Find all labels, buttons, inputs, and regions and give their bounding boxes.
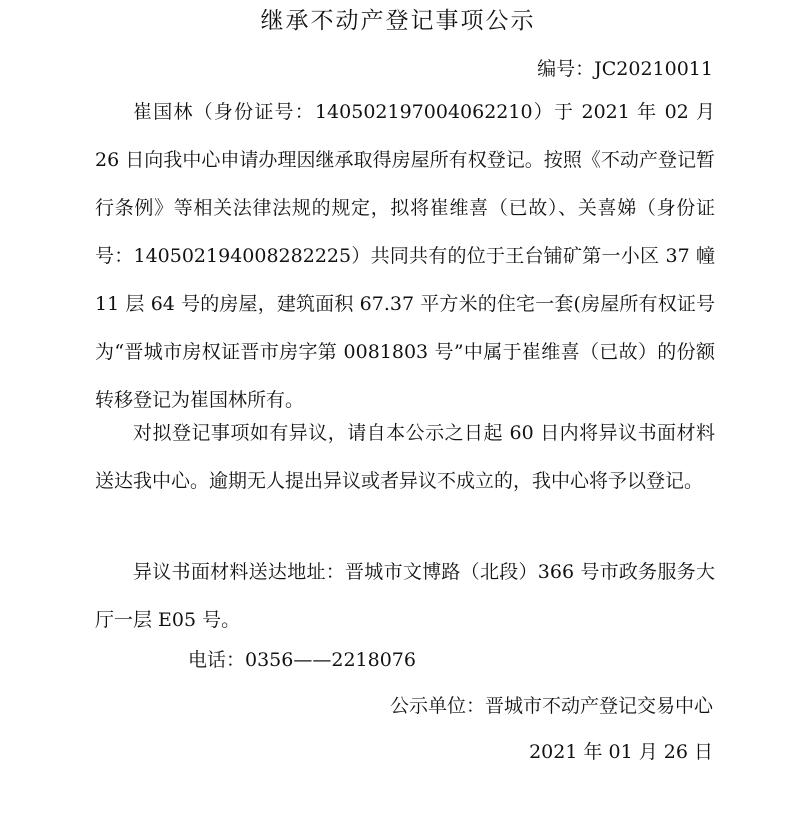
paragraph-objection-address: 异议书面材料送达地址：晋城市文博路（北段）366 号市政务服务大厅一层 E05 号。 (95, 561, 715, 631)
paragraph-application: 崔国林（身份证号：140502197004062210）于 2021 年 02 月 26 日向我中心申请办理因继承取得房屋所有权登记。按照《不动产登记暂行条例》等相关法律法规的规定，拟将崔维喜（已故）、关喜娣（身份证号：140502194008282225）共同共有的位于王台铺矿第一小区 37 幢 11 层 64 号的房屋，建筑面积 67.37 平方米的住宅一套(房屋所有权证号为“晋城市房权证晋市房字第 0081803 号”中属于崔维喜（已故）的份额转移登记为崔国林所有。 (95, 101, 715, 411)
document-title: 继承不动产登记事项公示 (260, 8, 536, 34)
document-number: 编号：JC20210011 (537, 58, 713, 80)
paragraph-objection-notice: 对拟登记事项如有异议，请自本公示之日起 60 日内将异议书面材料送达我中心。逾期无人提出异议或者异议不成立的，我中心将予以登记。 (95, 422, 715, 492)
contact-phone: 电话：0356——2218076 (188, 649, 416, 671)
issue-date: 2021 年 01 月 26 日 (529, 741, 713, 763)
issuing-unit: 公示单位：晋城市不动产登记交易中心 (389, 695, 713, 717)
